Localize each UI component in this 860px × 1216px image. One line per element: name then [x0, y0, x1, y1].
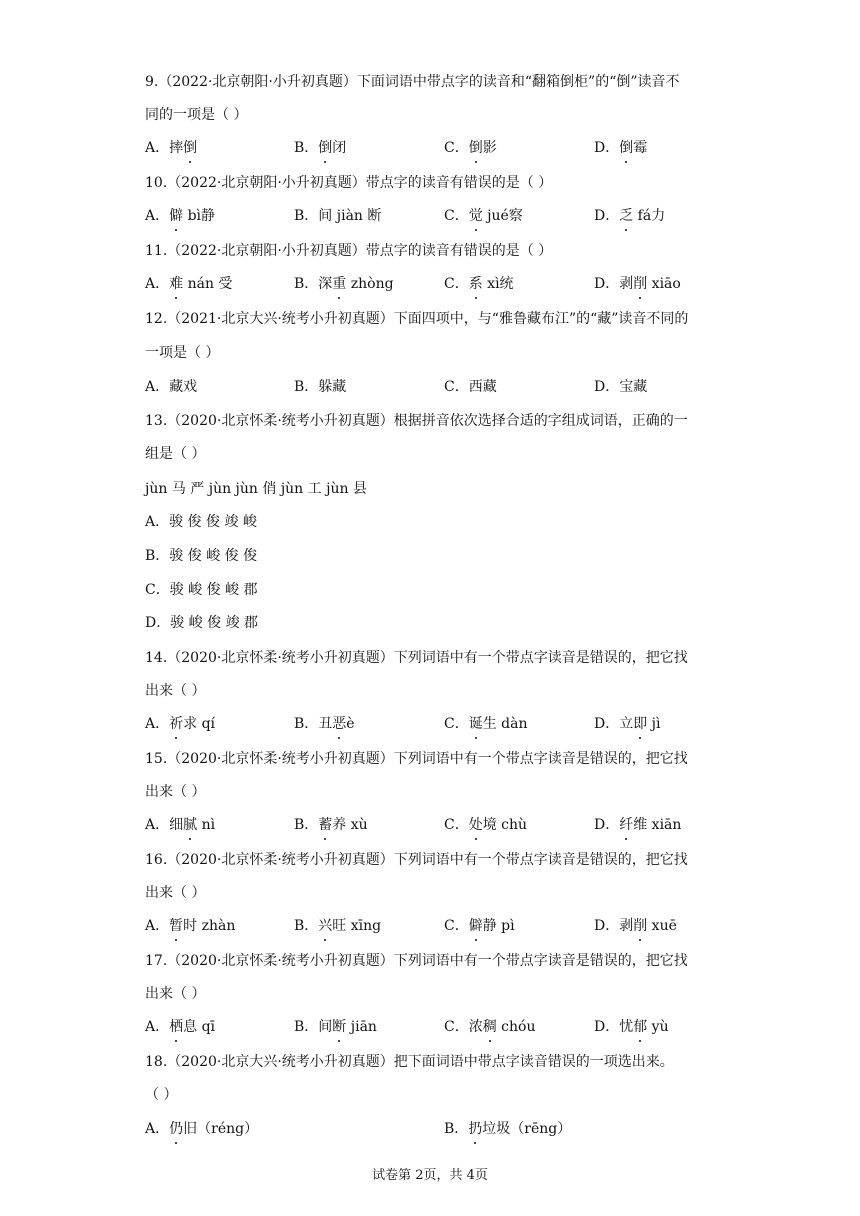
question-15-stem-1: 15.（2020·北京怀柔·统考小升初真题）下列词语中有一个带点字读音是错误的，把它找 — [145, 751, 688, 767]
q11-option-a[interactable]: A．难 nán 受 — [145, 276, 233, 292]
question-17-stem-2: 出来（ ） — [145, 986, 206, 1002]
question-9-stem-1: 9.（2022·北京朝阳·小升初真题）下面词语中带点字的读音和“翻箱倒柜”的“倒”读音不 — [145, 74, 680, 90]
q13-option-d[interactable]: D．骏 峻 俊 竣 郡 — [145, 615, 259, 631]
question-16-stem-1: 16.（2020·北京怀柔·统考小升初真题）下列词语中有一个带点字读音是错误的，把它找 — [145, 852, 688, 868]
q15-option-c[interactable]: C．处境 chù — [444, 817, 528, 833]
q10-option-c[interactable]: C．觉 jué察 — [444, 208, 523, 224]
question-11-stem: 11.（2022·北京朝阳·小升初真题）带点字的读音有错误的是（ ） — [145, 243, 553, 259]
question-17-stem-1: 17.（2020·北京怀柔·统考小升初真题）下列词语中有一个带点字读音是错误的，把它找 — [145, 953, 688, 969]
q18-option-a[interactable]: A．仍旧（réng） — [145, 1121, 259, 1137]
question-18-stem-1: 18.（2020·北京大兴·统考小升初真题）把下面词语中带点字读音错误的一项选出来。 — [145, 1054, 674, 1070]
q13-pinyin-line: jùn 马 严 jùn jùn 俏 jùn 工 jùn 县 — [145, 481, 367, 497]
q16-option-a[interactable]: A．暂时 zhàn — [145, 918, 236, 934]
q9-option-a[interactable]: A．摔倒 — [145, 140, 198, 156]
q14-option-a[interactable]: A．祈求 qí — [145, 716, 216, 732]
q18-option-b[interactable]: B．扔垃圾（rēng） — [444, 1121, 572, 1137]
q10-option-b[interactable]: B．间 jiàn 断 — [294, 208, 382, 224]
q17-option-d[interactable]: D．忧郁 yù — [594, 1019, 669, 1035]
q10-option-a[interactable]: A．僻 bì静 — [145, 208, 216, 224]
q15-option-a[interactable]: A．细腻 nì — [145, 817, 216, 833]
question-9-stem-2: 同的一项是（ ） — [145, 107, 248, 123]
question-12-stem-2: 一项是（ ） — [145, 345, 220, 361]
q12-option-c[interactable]: C．西藏 — [444, 379, 497, 395]
q17-option-b[interactable]: B．间断 jiān — [294, 1019, 377, 1035]
q14-option-b[interactable]: B．丑恶è — [294, 716, 355, 732]
q13-option-a[interactable]: A．骏 俊 俊 竣 峻 — [145, 514, 257, 530]
q16-option-b[interactable]: B．兴旺 xīng — [294, 918, 382, 934]
q15-option-d[interactable]: D．纤维 xiān — [594, 817, 682, 833]
q17-option-a[interactable]: A．栖息 qī — [145, 1019, 216, 1035]
page-footer: 试卷第 2页，共 4页 — [372, 1168, 488, 1183]
q13-option-c[interactable]: C．骏 峻 俊 峻 郡 — [145, 582, 258, 598]
question-18-stem-2: （ ） — [145, 1087, 178, 1103]
question-14-stem-1: 14.（2020·北京怀柔·统考小升初真题）下列词语中有一个带点字读音是错误的，把它找 — [145, 650, 688, 666]
question-13-stem-1: 13.（2020·北京怀柔·统考小升初真题）根据拼音依次选择合适的字组成词语，正确的一 — [145, 413, 688, 429]
q12-option-d[interactable]: D．宝藏 — [594, 379, 648, 395]
q11-option-b[interactable]: B．深重 zhòng — [294, 276, 394, 292]
question-13-stem-2: 组是（ ） — [145, 446, 206, 462]
q11-option-c[interactable]: C．系 xì统 — [444, 276, 514, 292]
q12-option-a[interactable]: A．藏戏 — [145, 379, 198, 395]
question-14-stem-2: 出来（ ） — [145, 683, 206, 699]
q16-option-c[interactable]: C．僻静 pì — [444, 918, 515, 934]
q9-option-d[interactable]: D．倒霉 — [594, 140, 648, 156]
q15-option-b[interactable]: B．蓄养 xù — [294, 817, 368, 833]
q9-option-c[interactable]: C．倒影 — [444, 140, 497, 156]
q14-option-c[interactable]: C．诞生 dàn — [444, 716, 528, 732]
question-12-stem-1: 12.（2021·北京大兴·统考小升初真题）下面四项中，与“雅鲁藏布江”的“藏”读音不同的 — [145, 311, 689, 327]
question-16-stem-2: 出来（ ） — [145, 885, 206, 901]
q12-option-b[interactable]: B．躲藏 — [294, 379, 347, 395]
q13-option-b[interactable]: B．骏 俊 峻 俊 俊 — [145, 548, 258, 564]
q10-option-d[interactable]: D．乏 fá力 — [594, 208, 666, 224]
question-10-stem: 10.（2022·北京朝阳·小升初真题）带点字的读音有错误的是（ ） — [145, 175, 553, 191]
q14-option-d[interactable]: D．立即 jì — [594, 716, 661, 732]
q9-option-b[interactable]: B．倒闭 — [294, 140, 347, 156]
question-15-stem-2: 出来（ ） — [145, 784, 206, 800]
q17-option-c[interactable]: C．浓稠 chóu — [444, 1019, 536, 1035]
q16-option-d[interactable]: D．剥削 xuē — [594, 918, 677, 934]
q11-option-d[interactable]: D．剥削 xiāo — [594, 276, 681, 292]
